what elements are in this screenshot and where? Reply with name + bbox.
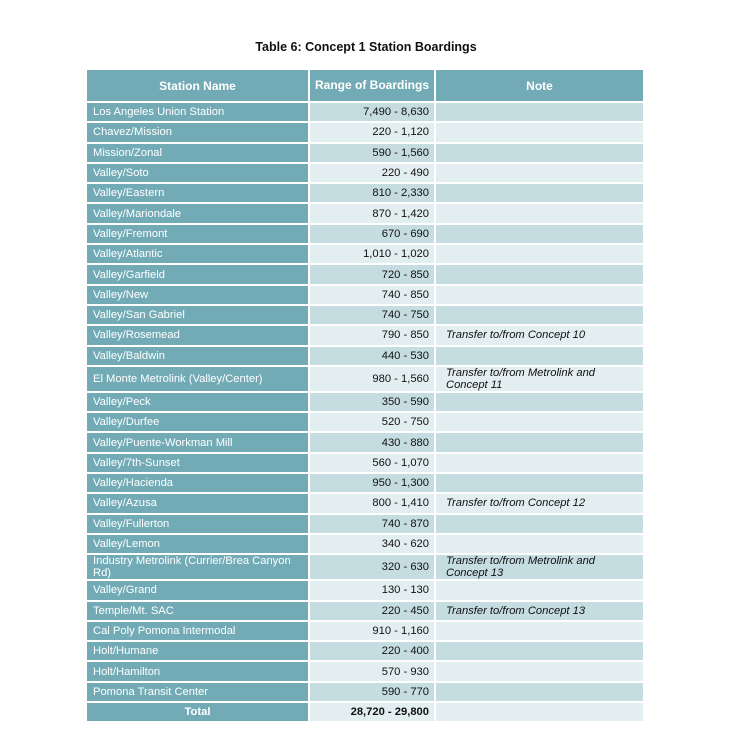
boardings-range-cell: 130 - 130 bbox=[310, 581, 434, 599]
boardings-range-cell: 870 - 1,420 bbox=[310, 204, 434, 222]
table-row bbox=[87, 662, 643, 680]
table-row bbox=[87, 204, 643, 222]
boardings-range-cell: 220 - 490 bbox=[310, 164, 434, 182]
station-name-cell: Valley/Garfield bbox=[87, 265, 308, 283]
station-name-cell: Valley/Azusa bbox=[87, 494, 308, 512]
table-body bbox=[87, 103, 643, 721]
table-row bbox=[87, 306, 643, 324]
station-boardings-table bbox=[85, 68, 645, 723]
boardings-range-cell: 790 - 850 bbox=[310, 326, 434, 344]
boardings-range-cell: 320 - 630 bbox=[310, 555, 434, 579]
table-row bbox=[87, 622, 643, 640]
boardings-range-cell: 430 - 880 bbox=[310, 433, 434, 451]
note-cell bbox=[436, 602, 643, 620]
boardings-range-cell: 340 - 620 bbox=[310, 535, 434, 553]
station-name-cell: Valley/Fremont bbox=[87, 225, 308, 243]
table-title: Table 6: Concept 1 Station Boardings bbox=[255, 40, 477, 54]
boardings-range-cell: 220 - 400 bbox=[310, 642, 434, 660]
note-cell bbox=[436, 184, 643, 202]
boardings-range-cell: 590 - 770 bbox=[310, 683, 434, 701]
station-name-cell: Industry Metrolink (Currier/Brea Canyon Rd) bbox=[87, 555, 308, 579]
note-cell bbox=[436, 164, 643, 182]
boardings-range-cell: 520 - 750 bbox=[310, 413, 434, 431]
station-name-cell: Valley/Fullerton bbox=[87, 515, 308, 533]
boardings-range-cell: 560 - 1,070 bbox=[310, 454, 434, 472]
station-name-cell: Pomona Transit Center bbox=[87, 683, 308, 701]
note-cell bbox=[436, 123, 643, 141]
station-name-cell: Chavez/Mission bbox=[87, 123, 308, 141]
boardings-range-cell: 720 - 850 bbox=[310, 265, 434, 283]
station-name-cell: Los Angeles Union Station bbox=[87, 103, 308, 121]
note-cell bbox=[436, 515, 643, 533]
boardings-range-cell: 740 - 750 bbox=[310, 306, 434, 324]
boardings-range-cell: 810 - 2,330 bbox=[310, 184, 434, 202]
note-cell bbox=[436, 286, 643, 304]
note-cell bbox=[436, 535, 643, 553]
station-name-cell: Valley/7th-Sunset bbox=[87, 454, 308, 472]
note-text: Transfer to/from Metrolink and Concept 11 bbox=[446, 366, 596, 391]
column-header-range-of-boardings: Range of Boardings bbox=[310, 70, 434, 101]
total-row bbox=[87, 703, 643, 721]
boardings-range-cell: 220 - 450 bbox=[310, 602, 434, 620]
note-cell bbox=[436, 265, 643, 283]
station-name-cell: Holt/Hamilton bbox=[87, 662, 308, 680]
table-row bbox=[87, 413, 643, 431]
table-row bbox=[87, 164, 643, 182]
station-name-cell: Valley/Atlantic bbox=[87, 245, 308, 263]
note-cell bbox=[436, 581, 643, 599]
table-row bbox=[87, 494, 643, 512]
station-name-cell: Temple/Mt. SAC bbox=[87, 602, 308, 620]
total-range: 28,720 - 29,800 bbox=[310, 703, 434, 721]
station-name-cell: Valley/Mariondale bbox=[87, 204, 308, 222]
table-row bbox=[87, 123, 643, 141]
note-cell bbox=[436, 454, 643, 472]
station-name-cell: Valley/Lemon bbox=[87, 535, 308, 553]
station-name-cell: Valley/Rosemead bbox=[87, 326, 308, 344]
station-name-cell: Cal Poly Pomona Intermodal bbox=[87, 622, 308, 640]
table-row bbox=[87, 555, 643, 579]
station-name-cell: Valley/San Gabriel bbox=[87, 306, 308, 324]
table-row bbox=[87, 367, 643, 391]
boardings-range-cell: 740 - 850 bbox=[310, 286, 434, 304]
table-row bbox=[87, 535, 643, 553]
station-name-cell: El Monte Metrolink (Valley/Center) bbox=[87, 367, 308, 391]
table-row bbox=[87, 515, 643, 533]
note-cell bbox=[436, 393, 643, 411]
table-row bbox=[87, 393, 643, 411]
note-text: Transfer to/from Concept 13 bbox=[446, 604, 586, 617]
table-row bbox=[87, 454, 643, 472]
note-cell bbox=[436, 555, 643, 579]
boardings-range-cell: 570 - 930 bbox=[310, 662, 434, 680]
table-row bbox=[87, 474, 643, 492]
note-cell bbox=[436, 306, 643, 324]
boardings-range-cell: 1,010 - 1,020 bbox=[310, 245, 434, 263]
note-cell bbox=[436, 683, 643, 701]
total-note bbox=[436, 703, 643, 721]
note-cell bbox=[436, 245, 643, 263]
table-row bbox=[87, 245, 643, 263]
station-name-cell: Valley/Baldwin bbox=[87, 347, 308, 365]
table-row bbox=[87, 683, 643, 701]
note-cell bbox=[436, 433, 643, 451]
boardings-range-cell: 220 - 1,120 bbox=[310, 123, 434, 141]
boardings-range-cell: 740 - 870 bbox=[310, 515, 434, 533]
column-header-note: Note bbox=[436, 70, 643, 101]
note-cell bbox=[436, 642, 643, 660]
station-name-cell: Valley/Durfee bbox=[87, 413, 308, 431]
station-name-cell: Valley/Grand bbox=[87, 581, 308, 599]
table-row bbox=[87, 581, 643, 599]
table-row bbox=[87, 265, 643, 283]
table-row bbox=[87, 184, 643, 202]
note-cell bbox=[436, 474, 643, 492]
table-row bbox=[87, 347, 643, 365]
table-row bbox=[87, 144, 643, 162]
boardings-range-cell: 7,490 - 8,630 bbox=[310, 103, 434, 121]
note-cell bbox=[436, 103, 643, 121]
note-cell bbox=[436, 662, 643, 680]
boardings-range-cell: 800 - 1,410 bbox=[310, 494, 434, 512]
table-row bbox=[87, 103, 643, 121]
note-cell bbox=[436, 367, 643, 391]
boardings-range-cell: 670 - 690 bbox=[310, 225, 434, 243]
table-row bbox=[87, 642, 643, 660]
note-cell bbox=[436, 622, 643, 640]
table-row bbox=[87, 433, 643, 451]
total-label: Total bbox=[87, 703, 308, 721]
note-cell bbox=[436, 326, 643, 344]
station-name-cell: Valley/Hacienda bbox=[87, 474, 308, 492]
table-row bbox=[87, 602, 643, 620]
note-cell bbox=[436, 144, 643, 162]
station-name-cell: Valley/New bbox=[87, 286, 308, 304]
boardings-range-cell: 950 - 1,300 bbox=[310, 474, 434, 492]
boardings-range-cell: 910 - 1,160 bbox=[310, 622, 434, 640]
table-row bbox=[87, 225, 643, 243]
station-name-cell: Valley/Soto bbox=[87, 164, 308, 182]
boardings-range-cell: 440 - 530 bbox=[310, 347, 434, 365]
note-text: Transfer to/from Concept 12 bbox=[446, 497, 586, 510]
station-name-cell: Valley/Eastern bbox=[87, 184, 308, 202]
boardings-range-cell: 350 - 590 bbox=[310, 393, 434, 411]
table-row bbox=[87, 286, 643, 304]
station-name-cell: Mission/Zonal bbox=[87, 144, 308, 162]
header-row bbox=[87, 70, 643, 101]
station-name-cell: Valley/Puente-Workman Mill bbox=[87, 433, 308, 451]
note-text: Transfer to/from Metrolink and Concept 13 bbox=[446, 555, 596, 580]
column-header-station-name: Station Name bbox=[87, 70, 308, 101]
note-cell bbox=[436, 494, 643, 512]
note-cell bbox=[436, 347, 643, 365]
station-name-cell: Holt/Humane bbox=[87, 642, 308, 660]
station-name-cell: Valley/Peck bbox=[87, 393, 308, 411]
note-text: Transfer to/from Concept 10 bbox=[446, 329, 586, 342]
boardings-range-cell: 590 - 1,560 bbox=[310, 144, 434, 162]
note-cell bbox=[436, 204, 643, 222]
table-row bbox=[87, 326, 643, 344]
note-cell bbox=[436, 413, 643, 431]
note-cell bbox=[436, 225, 643, 243]
boardings-range-cell: 980 - 1,560 bbox=[310, 367, 434, 391]
